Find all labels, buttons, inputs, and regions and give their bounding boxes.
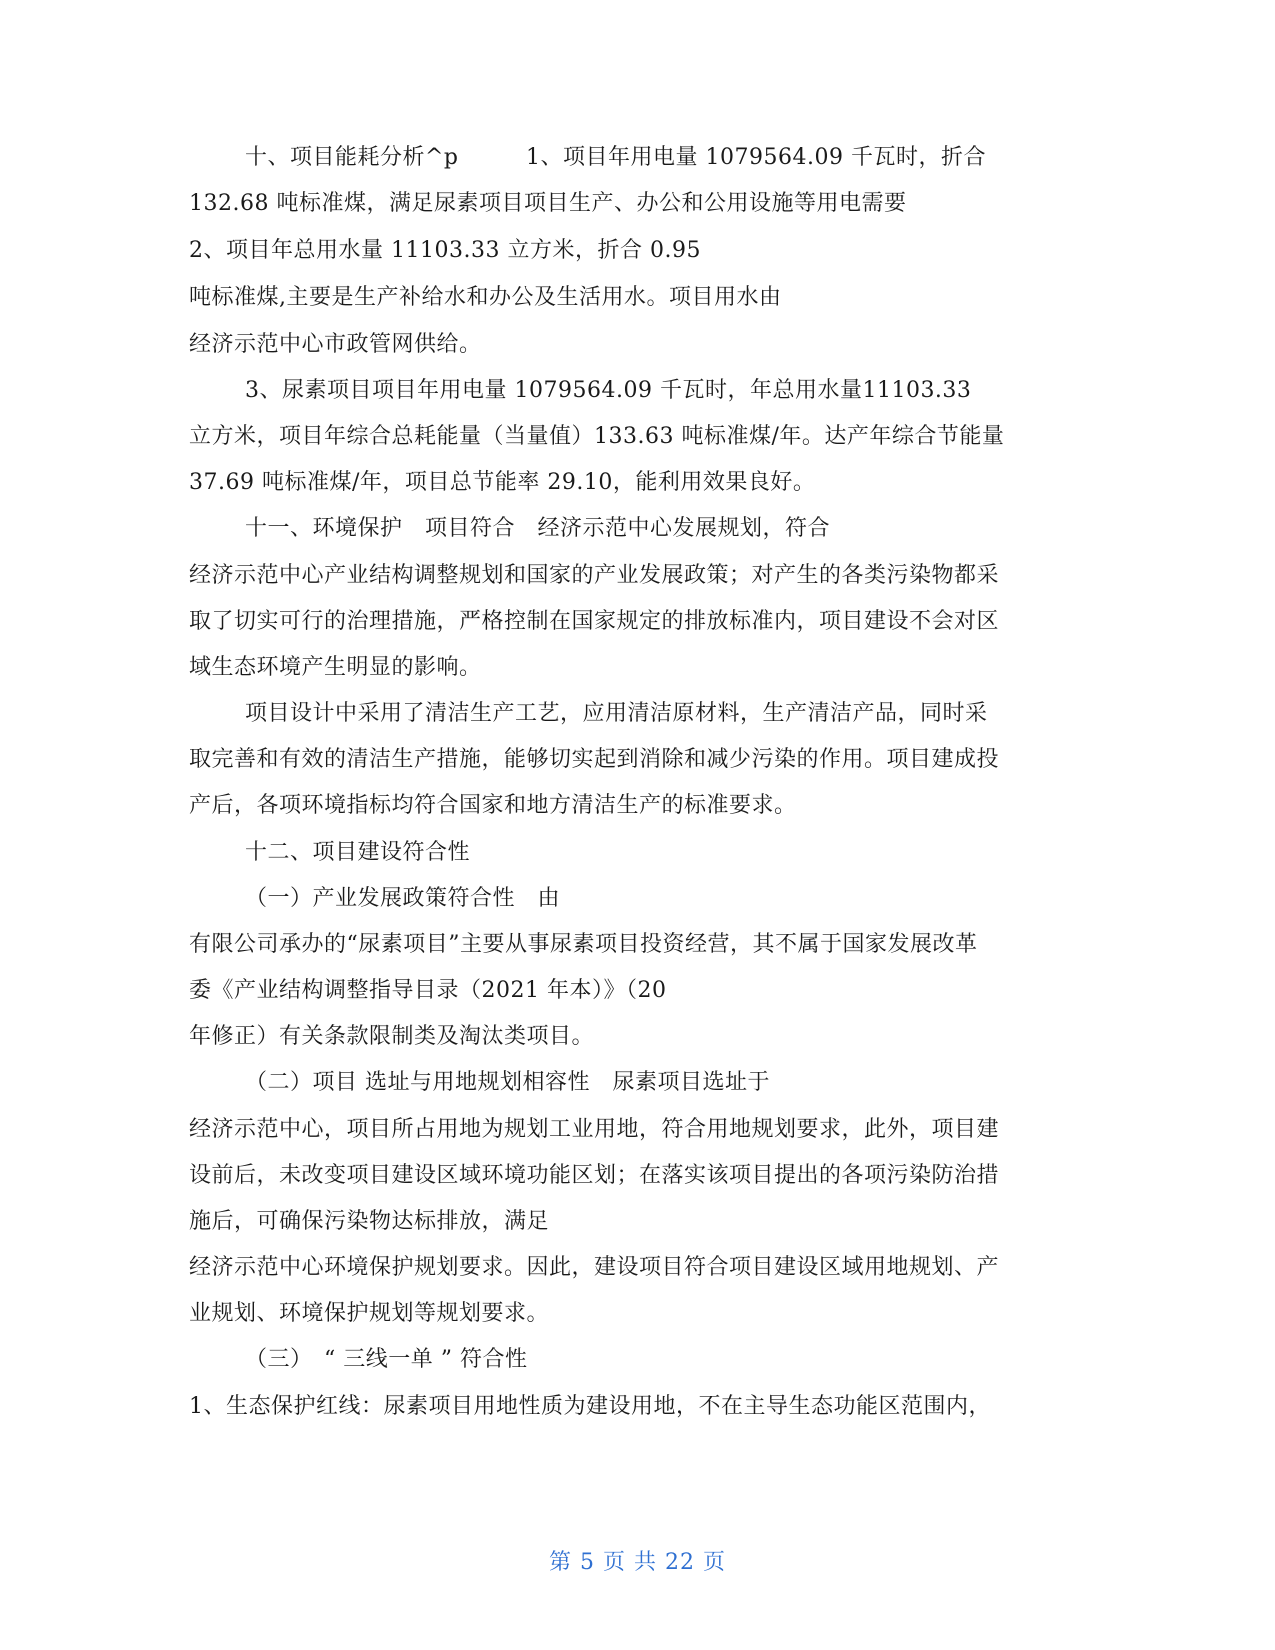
- text-line: 132.68 吨标准煤，满足尿素项目项目生产、办公和公用设施等用电需要: [189, 191, 907, 216]
- text-line: 十、项目能耗分析^p 1、项目年用电量 1079564.09 千瓦时，折合: [245, 145, 986, 170]
- text-line: 域生态环境产生明显的影响。: [189, 655, 482, 680]
- text-line: 十二、项目建设符合性: [245, 840, 471, 865]
- text-line: 经济示范中心环境保护规划要求。因此，建设项目符合项目建设区域用地规划、产: [189, 1255, 1000, 1280]
- text-line: 经济示范中心，项目所占用地为规划工业用地，符合用地规划要求，此外，项目建: [189, 1117, 1000, 1142]
- text-line: （二）项目 选址与用地规划相容性 尿素项目选址于: [245, 1070, 770, 1095]
- text-line: 业规划、环境保护规划等规划要求。: [189, 1301, 550, 1326]
- text-line: 吨标准煤,主要是生产补给水和办公及生活用水。项目用水由: [189, 285, 782, 310]
- text-line: 3、尿素项目项目年用电量 1079564.09 千瓦时，年总用水量11103.33: [245, 378, 972, 403]
- page-number-footer: 第 5 页 共 22 页: [549, 1550, 726, 1575]
- text-line: 取了切实可行的治理措施，严格控制在国家规定的排放标准内，项目建设不会对区: [189, 609, 1000, 634]
- text-line: 设前后，未改变项目建设区域环境功能区划；在落实该项目提出的各项污染防治措: [189, 1163, 1000, 1188]
- text-line: （三） “ 三线一单 ” 符合性: [245, 1347, 528, 1372]
- text-line: 十一、环境保护 项目符合 经济示范中心发展规划，符合: [245, 516, 831, 541]
- text-line: 项目设计中采用了清洁生产工艺，应用清洁原材料，生产清洁产品，同时采: [245, 701, 988, 726]
- text-line: 1、生态保护红线：尿素项目用地性质为建设用地，不在主导生态功能区范围内，: [189, 1394, 991, 1419]
- text-line: 产后，各项环境指标均符合国家和地方清洁生产的标准要求。: [189, 793, 797, 818]
- text-line: 37.69 吨标准煤/年，项目总节能率 29.10，能利用效果良好。: [189, 470, 816, 495]
- text-line: 立方米，项目年综合总耗能量（当量值）133.63 吨标准煤/年。达产年综合节能量: [189, 424, 1005, 449]
- text-line: 年修正）有关条款限制类及淘汰类项目。: [189, 1024, 595, 1049]
- text-line: 有限公司承办的“尿素项目”主要从事尿素项目投资经营，其不属于国家发展改革: [189, 932, 978, 957]
- text-line: 经济示范中心市政管网供给。: [189, 332, 482, 357]
- text-line: 经济示范中心产业结构调整规划和国家的产业发展政策；对产生的各类污染物都采: [189, 563, 1000, 588]
- text-line: 施后，可确保污染物达标排放，满足: [189, 1209, 550, 1234]
- text-line: 委《产业结构调整指导目录（2021 年本）》（20: [189, 978, 667, 1003]
- text-line: 2、项目年总用水量 11103.33 立方米，折合 0.95: [189, 238, 701, 263]
- text-line: 取完善和有效的清洁生产措施，能够切实起到消除和减少污染的作用。项目建成投: [189, 747, 1000, 772]
- text-line: （一）产业发展政策符合性 由: [245, 886, 561, 911]
